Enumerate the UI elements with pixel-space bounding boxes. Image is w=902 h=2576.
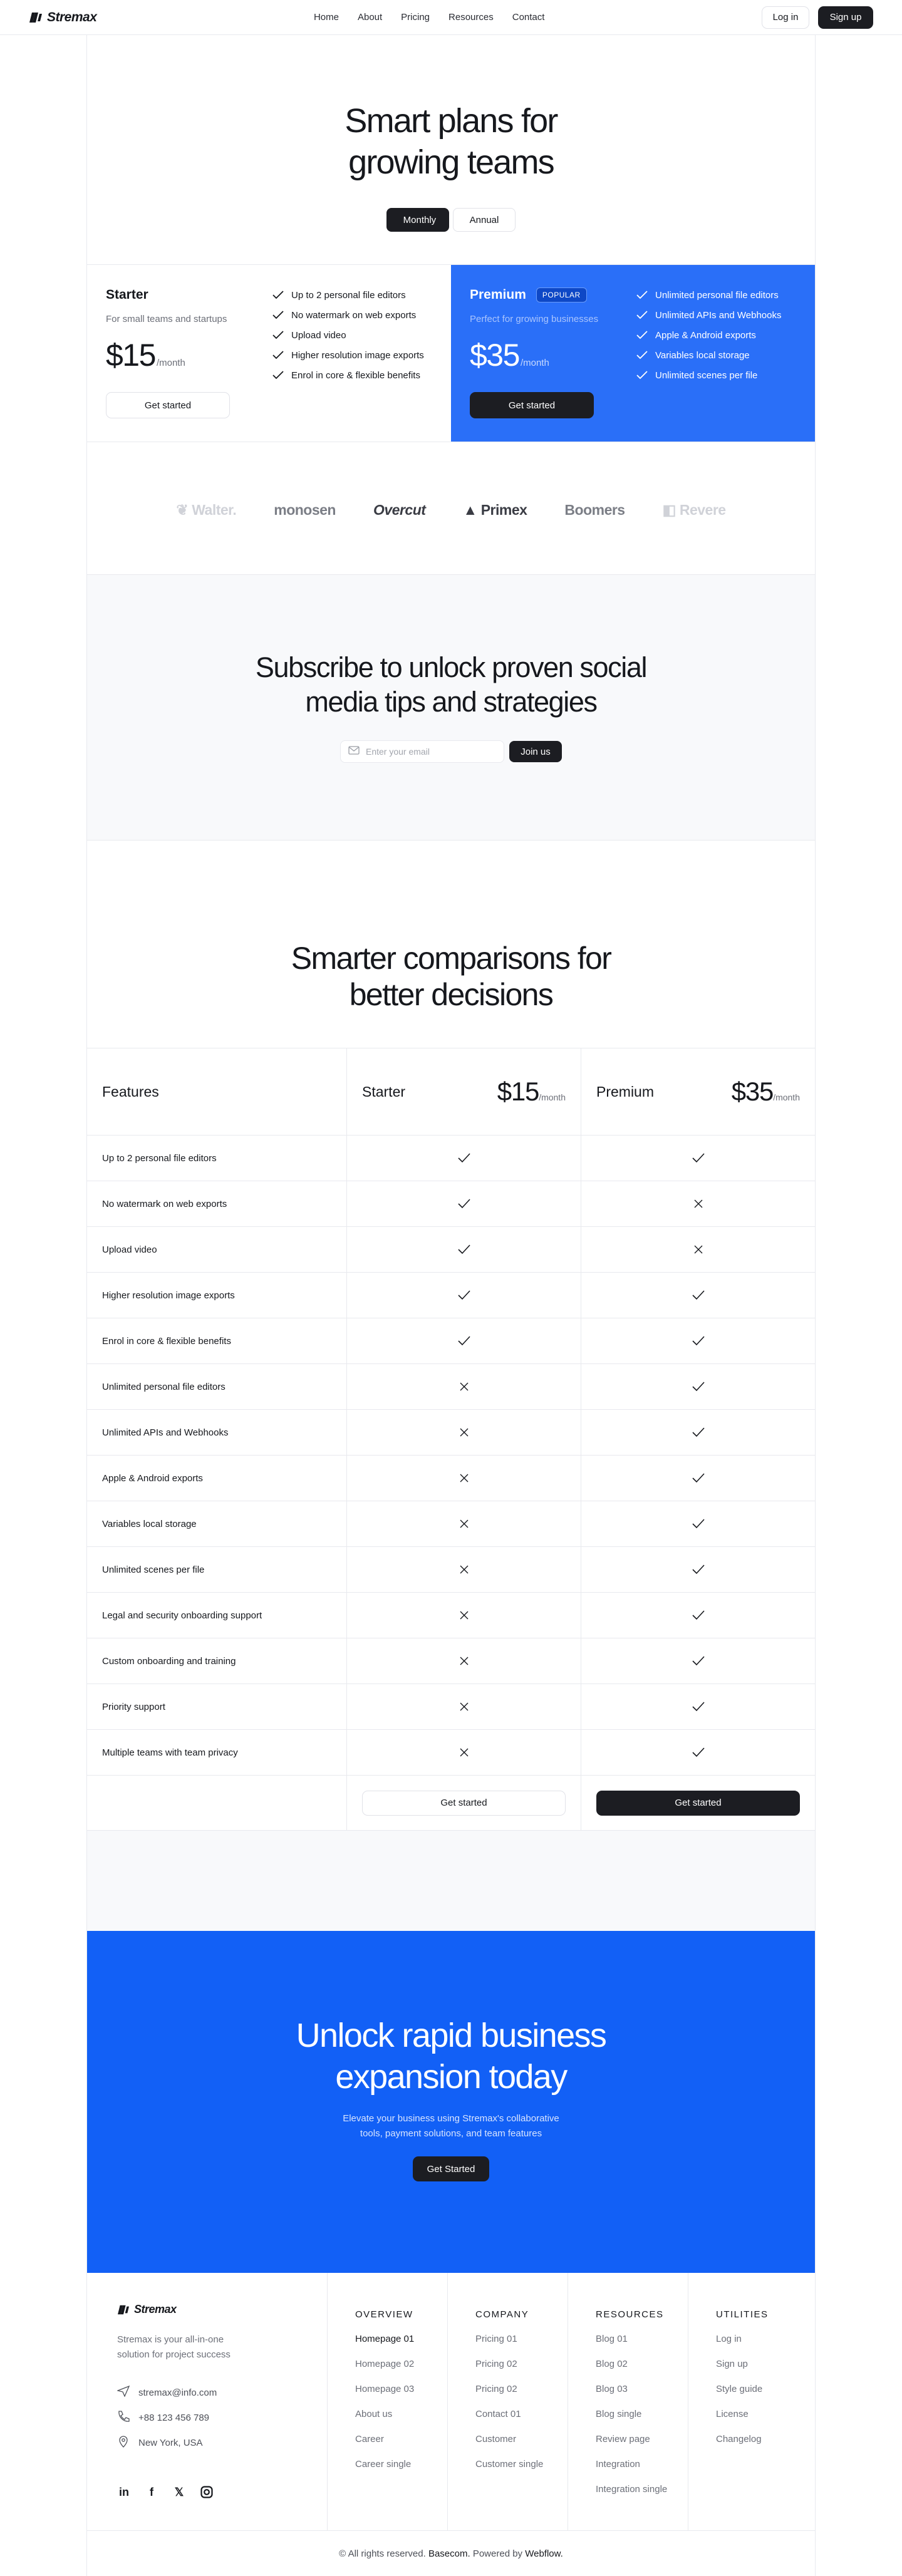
table-starter-get-started-button[interactable]: Get started — [362, 1791, 566, 1816]
footer-link[interactable]: Sign up — [716, 2359, 748, 2369]
footer-link[interactable]: Contact 01 — [475, 2409, 521, 2419]
plan-name: Premium POPULAR — [470, 287, 614, 303]
walter-mark-icon: ❦ — [176, 502, 189, 518]
premium-cell — [581, 1456, 815, 1501]
subscribe-title: Subscribe to unlock proven social media tips and strategies — [255, 651, 647, 718]
footer-col-title: OVERVIEW — [355, 2309, 413, 2320]
x-icon — [459, 1565, 469, 1575]
starter-column-header: Starter $15 /month — [347, 1048, 581, 1135]
starter-cell — [347, 1593, 581, 1638]
plan-desc: For small teams and startups — [106, 314, 227, 324]
starter-cell — [347, 1135, 581, 1181]
brand-mark-icon — [117, 2304, 130, 2315]
footer-link[interactable]: Log in — [716, 2334, 742, 2344]
section-spacer — [87, 1831, 815, 1931]
cta-get-started-button[interactable]: Get Started — [413, 2156, 489, 2181]
check-icon — [692, 1336, 705, 1346]
x-twitter-icon[interactable]: 𝕏 — [174, 2485, 184, 2498]
starter-cell — [347, 1364, 581, 1409]
starter-cell — [347, 1638, 581, 1684]
table-row — [87, 1181, 815, 1227]
footer-col-title: RESOURCES — [596, 2309, 664, 2320]
table-row — [87, 1501, 815, 1547]
plan-feature: Apple & Android exports — [636, 323, 782, 348]
plan-feature-list — [636, 287, 782, 442]
subscribe-section — [87, 575, 815, 841]
footer-link[interactable]: Pricing 01 — [475, 2334, 517, 2344]
facebook-icon[interactable]: f — [150, 2485, 153, 2498]
plan-price — [106, 337, 250, 373]
footer-link[interactable]: Integration — [596, 2459, 640, 2470]
phone-icon — [117, 2411, 130, 2424]
check-icon — [272, 331, 284, 339]
client-logo-overcut: Overcut — [373, 502, 426, 518]
table-premium-get-started-button[interactable]: Get started — [596, 1791, 800, 1816]
check-icon — [692, 1747, 705, 1757]
table-row — [87, 1135, 815, 1181]
footer-link[interactable]: Pricing 02 — [475, 2384, 517, 2394]
contact-email[interactable]: stremax@info.com — [117, 2380, 327, 2405]
check-icon — [692, 1473, 705, 1483]
check-icon — [458, 1336, 470, 1346]
price-period: /month — [156, 358, 185, 368]
check-icon — [692, 1382, 705, 1392]
footer-link[interactable]: Pricing 02 — [475, 2359, 517, 2369]
page — [0, 35, 902, 2576]
feature-name: Enrol in core & flexible benefits — [87, 1318, 347, 1363]
table-row — [87, 1318, 815, 1364]
footer-link[interactable]: About us — [355, 2409, 393, 2419]
footer-link[interactable]: Integration single — [596, 2484, 668, 2495]
send-icon — [117, 2386, 130, 2399]
plan-name: Starter — [106, 287, 148, 302]
premium-cell — [581, 1318, 815, 1363]
feature-name: Priority support — [87, 1684, 347, 1729]
footer — [87, 2273, 815, 2531]
check-icon — [692, 1702, 705, 1712]
comparison-header — [87, 841, 815, 1048]
toggle-annual[interactable]: Annual — [453, 208, 516, 232]
check-icon — [636, 311, 648, 319]
nav-link-contact[interactable]: Contact — [512, 12, 545, 23]
footer-col-company — [448, 2273, 568, 2530]
plan-card-premium — [451, 265, 815, 442]
revere-mark-icon: ◧ — [662, 502, 676, 518]
client-logo-monosen: monosen — [274, 502, 336, 518]
client-logo-revere: ◧ Revere — [662, 502, 726, 518]
email-input[interactable] — [366, 747, 491, 757]
nav-link-home[interactable]: Home — [313, 12, 339, 23]
client-logos — [87, 442, 815, 575]
location-pin-icon — [117, 2435, 130, 2450]
feature-name: Up to 2 personal file editors — [87, 1135, 347, 1181]
nav-links — [314, 12, 544, 23]
footer-col-title: COMPANY — [475, 2309, 529, 2320]
plan-feature-list — [272, 287, 424, 442]
toggle-monthly[interactable]: Monthly — [386, 208, 449, 232]
premium-cell — [581, 1638, 815, 1684]
check-icon — [272, 291, 284, 299]
check-icon — [272, 311, 284, 319]
x-icon — [459, 1610, 469, 1620]
x-icon — [693, 1199, 703, 1209]
client-logo-boomers: Boomers — [564, 502, 625, 518]
check-icon — [636, 331, 648, 339]
plan-desc: Perfect for growing businesses — [470, 314, 599, 324]
premium-cell — [581, 1547, 815, 1592]
copyright-bar — [87, 2531, 815, 2576]
popular-badge: POPULAR — [536, 287, 587, 303]
footer-link[interactable]: Blog 03 — [596, 2384, 628, 2394]
footer-link[interactable]: Review page — [596, 2434, 650, 2444]
client-logo-walter: ❦ Walter. — [176, 502, 237, 518]
subscribe-form — [340, 740, 562, 763]
check-icon — [458, 1153, 470, 1163]
feature-name: Unlimited scenes per file — [87, 1547, 347, 1592]
premium-cell — [581, 1501, 815, 1546]
comparison-title: Smarter comparisons for better decisions — [291, 941, 611, 1012]
contact-phone[interactable]: +88 123 456 789 — [117, 2405, 327, 2430]
starter-cell — [347, 1730, 581, 1775]
plan-feature: Unlimited personal file editors — [636, 282, 782, 308]
top-nav — [0, 0, 902, 35]
check-icon — [458, 1290, 470, 1300]
instagram-icon[interactable] — [200, 2485, 214, 2499]
footer-link[interactable]: Career — [355, 2434, 384, 2444]
cta-description: Elevate your business using Stremax's collaborative tools, payment solutions, and team features — [343, 2113, 559, 2139]
plan-feature: Enrol in core & flexible benefits — [272, 363, 424, 388]
x-icon — [459, 1702, 469, 1712]
premium-button-cell — [581, 1776, 815, 1830]
check-icon — [458, 1199, 470, 1209]
feature-name: Unlimited personal file editors — [87, 1364, 347, 1409]
brand-name: Stremax — [134, 2303, 177, 2315]
footer-link[interactable]: Homepage 03 — [355, 2384, 415, 2394]
starter-cell — [347, 1684, 581, 1729]
footer-link[interactable]: Homepage 02 — [355, 2359, 415, 2369]
feature-name: Legal and security onboarding support — [87, 1593, 347, 1638]
check-icon — [692, 1153, 705, 1163]
premium-cell — [581, 1227, 815, 1272]
powered-by-text: Powered by — [472, 2548, 523, 2559]
feature-name: Variables local storage — [87, 1501, 347, 1546]
feature-name: Higher resolution image exports — [87, 1273, 347, 1318]
features-header: Features — [87, 1048, 347, 1135]
feature-name: Apple & Android exports — [87, 1456, 347, 1501]
plans-section — [87, 264, 815, 442]
table-row — [87, 1364, 815, 1410]
premium-cell — [581, 1684, 815, 1729]
footer-empty-cell — [87, 1776, 347, 1830]
premium-cell — [581, 1730, 815, 1775]
starter-cell — [347, 1318, 581, 1363]
footer-col-utilities — [688, 2273, 809, 2530]
billing-toggle — [386, 208, 516, 232]
nav-link-about[interactable]: About — [357, 12, 383, 23]
plan-feature: Higher resolution image exports — [272, 343, 424, 368]
brand-name: Stremax — [47, 9, 97, 24]
x-icon — [459, 1427, 469, 1437]
x-icon — [459, 1747, 469, 1757]
starter-cell — [347, 1456, 581, 1501]
feature-name: No watermark on web exports — [87, 1181, 347, 1226]
plan-feature: Unlimited scenes per file — [636, 363, 782, 388]
table-row — [87, 1456, 815, 1501]
premium-cell — [581, 1593, 815, 1638]
table-row — [87, 1273, 815, 1318]
footer-col-overview — [328, 2273, 448, 2530]
x-icon — [459, 1473, 469, 1483]
x-icon — [693, 1244, 703, 1254]
table-row — [87, 1410, 815, 1456]
login-button[interactable]: Log in — [762, 6, 809, 29]
starter-button-cell — [347, 1776, 581, 1830]
copyright-company-link[interactable]: Basecom. — [428, 2548, 470, 2559]
check-icon — [692, 1565, 705, 1575]
starter-cell — [347, 1410, 581, 1455]
check-icon — [272, 351, 284, 360]
footer-link[interactable]: Customer single — [475, 2459, 544, 2470]
cta-section — [87, 1931, 815, 2273]
email-field[interactable] — [340, 740, 504, 763]
nav-link-resources[interactable]: Resources — [448, 12, 494, 23]
feature-name: Multiple teams with team privacy — [87, 1730, 347, 1775]
footer-link[interactable]: Customer — [475, 2434, 517, 2444]
check-icon — [692, 1427, 705, 1437]
premium-cell — [581, 1181, 815, 1226]
plan-feature: No watermark on web exports — [272, 303, 424, 328]
x-icon — [459, 1656, 469, 1666]
check-icon — [458, 1244, 470, 1254]
copyright-prefix: © All rights reserved. — [339, 2548, 426, 2559]
contact-list — [117, 2380, 327, 2455]
powered-by-link[interactable]: Webflow. — [525, 2548, 563, 2559]
join-us-button[interactable]: Join us — [509, 741, 562, 762]
footer-link[interactable]: Blog 01 — [596, 2334, 628, 2344]
plan-feature: Up to 2 personal file editors — [272, 282, 424, 308]
check-icon — [636, 291, 648, 299]
premium-get-started-button[interactable]: Get started — [470, 392, 594, 418]
price-period: /month — [520, 358, 549, 368]
feature-name: Upload video — [87, 1227, 347, 1272]
footer-link[interactable]: License — [716, 2409, 749, 2419]
starter-cell — [347, 1547, 581, 1592]
starter-cell — [347, 1273, 581, 1318]
plan-card-starter — [87, 265, 451, 442]
client-logo-primex: ▲ Primex — [463, 502, 527, 518]
feature-name: Custom onboarding and training — [87, 1638, 347, 1684]
plan-feature: Upload video — [272, 323, 424, 348]
x-icon — [459, 1519, 469, 1529]
table-footer-row — [87, 1776, 815, 1831]
cta-title: Unlock rapid business expansion today — [296, 2017, 606, 2096]
plan-feature: Variables local storage — [636, 343, 782, 368]
price-amount: $15 — [106, 338, 155, 373]
table-row — [87, 1684, 815, 1730]
linkedin-icon[interactable]: in — [119, 2485, 129, 2498]
check-icon — [692, 1290, 705, 1300]
table-row — [87, 1227, 815, 1273]
check-icon — [692, 1610, 705, 1620]
comparison-table — [87, 1048, 815, 1831]
footer-link[interactable]: Style guide — [716, 2384, 763, 2394]
primex-mark-icon: ▲ — [463, 502, 477, 518]
premium-cell — [581, 1273, 815, 1318]
premium-cell — [581, 1410, 815, 1455]
nav-actions — [762, 6, 873, 29]
plan-price — [470, 337, 614, 373]
content-frame — [86, 35, 816, 2576]
starter-get-started-button[interactable]: Get started — [106, 392, 230, 418]
footer-logo[interactable] — [117, 2303, 327, 2316]
price-amount: $35 — [470, 338, 519, 373]
mail-icon — [348, 746, 360, 758]
footer-tagline: Stremax is your all-in-one solution for project success — [117, 2334, 231, 2360]
brand-logo[interactable] — [29, 10, 96, 25]
plan-feature: Unlimited APIs and Webhooks — [636, 303, 782, 328]
check-icon — [692, 1656, 705, 1666]
check-icon — [692, 1519, 705, 1529]
social-links — [117, 2485, 327, 2499]
comparison-rows — [87, 1135, 815, 1776]
footer-link[interactable]: Career single — [355, 2459, 412, 2470]
footer-col-resources — [568, 2273, 688, 2530]
table-row — [87, 1593, 815, 1638]
premium-column-header: Premium $35 /month — [596, 1077, 800, 1106]
table-row — [87, 1730, 815, 1776]
signup-button[interactable]: Sign up — [818, 6, 873, 29]
premium-cell — [581, 1135, 815, 1181]
table-header-row — [87, 1048, 815, 1135]
feature-name: Unlimited APIs and Webhooks — [87, 1410, 347, 1455]
footer-col-title: UTILITIES — [716, 2309, 769, 2320]
footer-link[interactable]: Homepage 01 — [355, 2334, 415, 2344]
check-icon — [272, 371, 284, 380]
table-row — [87, 1547, 815, 1593]
premium-cell — [581, 1364, 815, 1409]
table-row — [87, 1638, 815, 1684]
starter-cell — [347, 1501, 581, 1546]
footer-link[interactable]: Blog single — [596, 2409, 642, 2419]
check-icon — [636, 351, 648, 360]
starter-cell — [347, 1227, 581, 1272]
x-icon — [459, 1382, 469, 1392]
footer-brand — [87, 2273, 328, 2530]
nav-link-pricing[interactable]: Pricing — [401, 12, 430, 23]
starter-cell — [347, 1181, 581, 1226]
footer-link[interactable]: Blog 02 — [596, 2359, 628, 2369]
brand-mark-icon — [29, 11, 43, 24]
hero-section — [87, 35, 815, 264]
check-icon — [636, 371, 648, 380]
contact-location: New York, USA — [117, 2430, 327, 2455]
footer-link[interactable]: Changelog — [716, 2434, 762, 2444]
hero-title: Smart plans for growing teams — [345, 102, 557, 181]
